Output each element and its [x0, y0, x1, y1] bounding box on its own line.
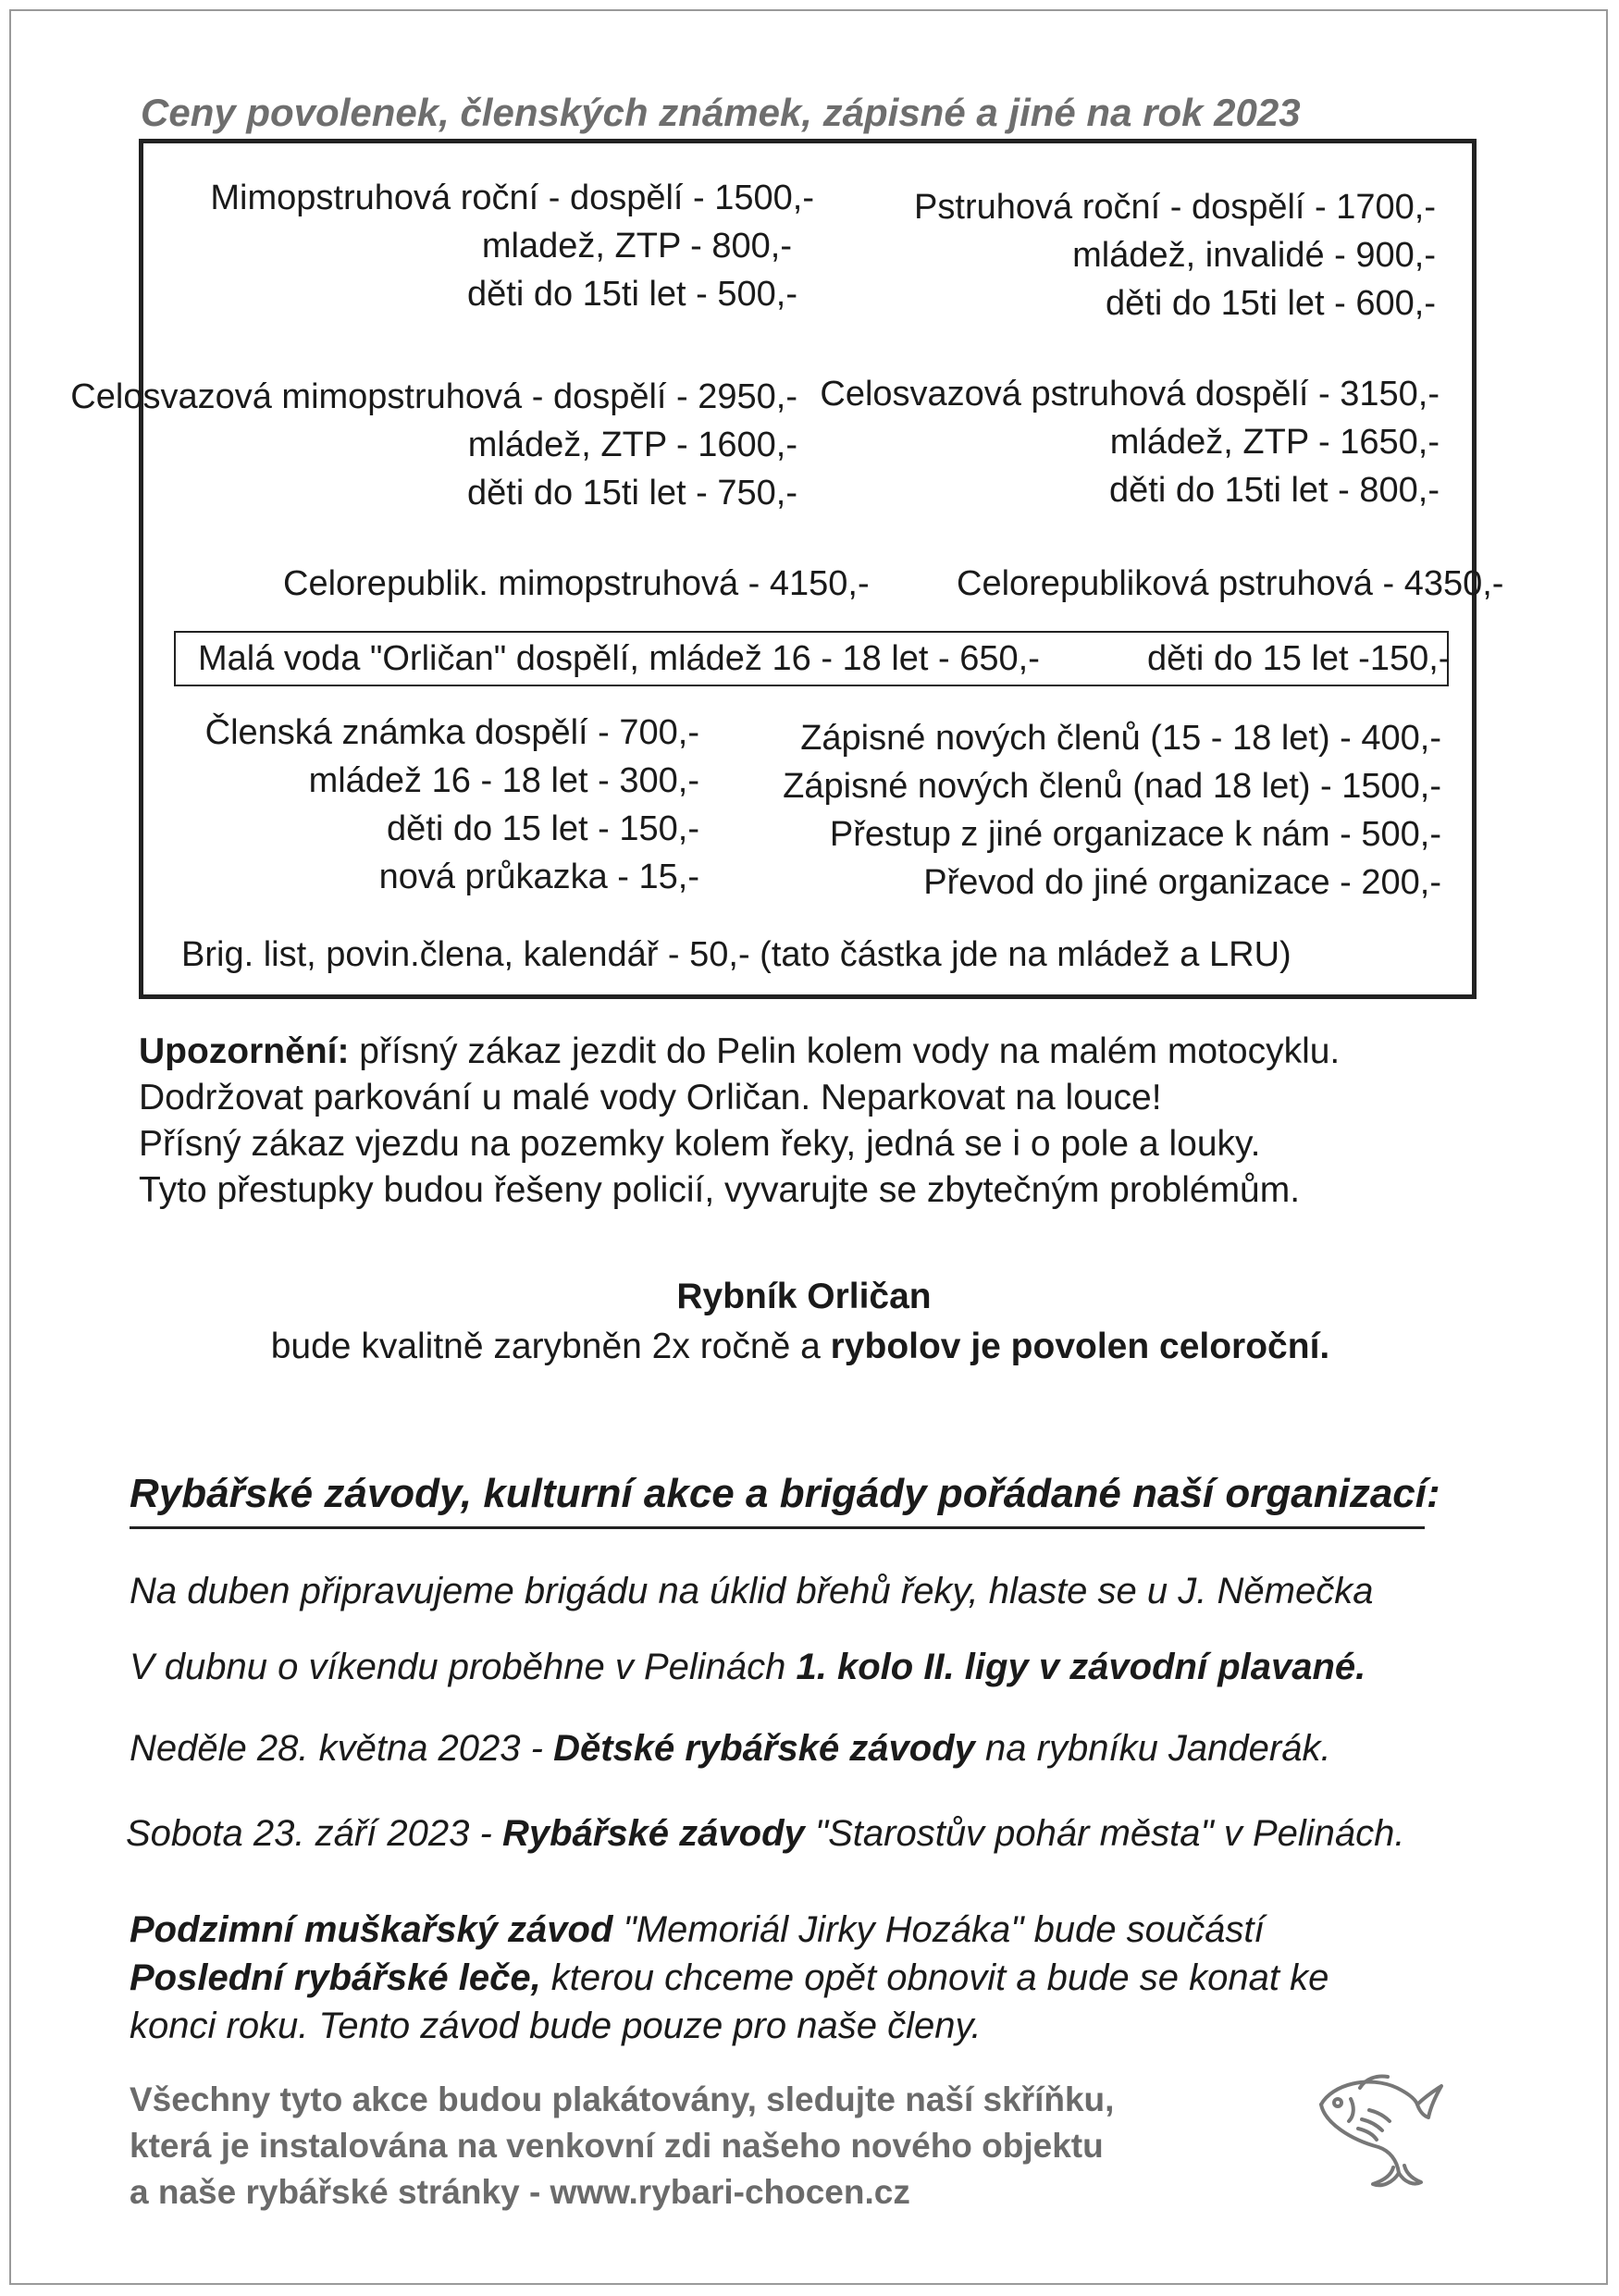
price-block-mimopstruhova [210, 174, 814, 318]
notice-line-2: Dodržovat parkování u malé vody Orličan. Neparkovat na louce! [139, 1078, 1162, 1117]
event-2 [130, 1647, 1366, 1688]
price-mala-voda-deti: děti do 15 let -150,- [1147, 639, 1451, 678]
fish-icon [1304, 2068, 1443, 2197]
event-3-place: na rybníku Janderák. [974, 1728, 1331, 1769]
price-line: nová průkazka - 15,- [378, 858, 699, 896]
footer-line-1: Všechny tyto akce budou plakátovány, sledujte naší skříňku, [130, 2080, 1115, 2118]
price-line: děti do 15ti let - 750,- [467, 474, 797, 512]
footer-line-2: která je instalována na venkovní zdi našeho nového objektu [130, 2127, 1104, 2165]
event-3-bold: Dětské rybářské závody [553, 1728, 975, 1769]
event-4-place: "Starostův pohár města" v Pelinách. [804, 1813, 1405, 1854]
notice-line-1 [139, 1029, 1340, 1075]
pond-text-bold: rybolov je povolen celoroční. [830, 1327, 1330, 1366]
notice-text: přísný zákaz jezdit do Pelin kolem vody na malém motocyklu. [349, 1031, 1341, 1071]
notice-label: Upozornění: [139, 1031, 350, 1071]
price-line: Převod do jiné organizace - 200,- [923, 863, 1441, 902]
price-block-clenska [205, 709, 699, 901]
footer-note [130, 2077, 1114, 2216]
event-2-bold: 1. kolo II. ligy v závodní plavané. [796, 1647, 1366, 1687]
fall-contest-name: Podzimní muškařský závod [130, 1909, 613, 1950]
events-heading: Rybářské závody, kulturní akce a brigády pořádané naší organizací: [130, 1471, 1440, 1516]
price-line: mládež, invalidé - 900,- [1072, 236, 1436, 275]
pond-title-text: Rybník Orličan [676, 1277, 932, 1316]
price-line: děti do 15ti let - 600,- [1106, 284, 1436, 323]
price-line: Mimopstruhová roční - dospělí - 1500,- [210, 179, 814, 217]
price-line: děti do 15 let - 150,- [387, 809, 699, 848]
notice-line-3: Přísný zákaz vjezdu na pozemky kolem řeky, jedná se i o pole a louky. [139, 1124, 1261, 1164]
price-celorep-mimo: Celorepublik. mimopstruhová - 4150,- [283, 564, 870, 603]
price-line: Pstruhová roční - dospělí - 1700,- [914, 188, 1436, 227]
price-line: mládež, ZTP - 1650,- [1109, 423, 1440, 462]
price-line: mladež, ZTP - 800,- [481, 227, 792, 265]
footer-line-3: a naše rybářské stránky - www.rybari-chocen.cz [130, 2173, 910, 2211]
fall-line-1 [130, 1906, 1329, 1954]
price-line: mládež, ZTP - 1600,- [467, 426, 797, 464]
fall-line-3: konci roku. Tento závod bude pouze pro naše členy. [130, 2006, 982, 2046]
price-line: Zápisné nových členů (nad 18 let) - 1500,- [783, 767, 1441, 806]
price-line: Celosvazová mimopstruhová - dospělí - 2950,- [70, 377, 797, 416]
price-line: Zápisné nových členů (15 - 18 let) - 400,- [800, 719, 1441, 758]
page-title: Ceny povolenek, členských známek, zápisné a jiné na rok 2023 [141, 91, 1301, 134]
fall-line-1-text: "Memoriál Jirky Hozáka" bude součástí [612, 1909, 1265, 1950]
fall-line-2-text: kterou chceme opět obnovit a bude se konat ke [540, 1957, 1329, 1998]
event-4-date: Sobota 23. září 2023 - [126, 1813, 502, 1854]
event-1: Na duben připravujeme brigádu na úklid břehů řeky, hlaste se u J. Němečka [130, 1571, 1374, 1611]
notice-block [139, 1029, 1340, 1214]
pond-text-normal: bude kvalitně zarybněn 2x ročně a [270, 1327, 831, 1366]
price-block-celosvaz-mimo [70, 373, 797, 517]
price-mala-voda: Malá voda "Orličan" dospělí, mládež 16 - 18 let - 650,- [198, 639, 1040, 678]
price-line: Přestup z jiné organizace k nám - 500,- [829, 815, 1441, 854]
fall-event-name: Poslední rybářské leče, [130, 1957, 541, 1998]
heading-underline [130, 1526, 1425, 1529]
price-brig: Brig. list, povin.člena, kalendář - 50,- (tato částka jde na mládež a LRU) [181, 935, 1291, 974]
event-2-text: V dubnu o víkendu proběhne v Pelinách [130, 1647, 797, 1687]
price-line: děti do 15ti let - 800,- [1109, 471, 1440, 510]
price-line: mládež 16 - 18 let - 300,- [308, 761, 699, 800]
price-line: Členská známka dospělí - 700,- [204, 713, 699, 752]
event-3 [130, 1728, 1331, 1770]
price-block-zapisne [783, 714, 1441, 907]
notice-line-4: Tyto přestupky budou řešeny policií, vyvarujte se zbytečným problémům. [139, 1170, 1301, 1210]
event-3-date: Neděle 28. května 2023 - [130, 1728, 554, 1769]
pond-title [0, 1273, 1613, 1321]
price-celorep-pstruh: Celorepubliková pstruhová - 4350,- [957, 564, 1504, 603]
price-line: děti do 15ti let - 500,- [467, 275, 797, 314]
event-4-bold: Rybářské závody [501, 1813, 805, 1854]
price-block-celosvaz-pstruh [820, 370, 1440, 514]
event-4 [126, 1813, 1405, 1855]
price-line: Celosvazová pstruhová dospělí - 3150,- [820, 375, 1440, 414]
pond-text [0, 1323, 1610, 1371]
fall-line-2 [130, 1954, 1329, 2002]
fall-contest-note [130, 1906, 1329, 2050]
price-block-pstruhova [914, 183, 1436, 327]
